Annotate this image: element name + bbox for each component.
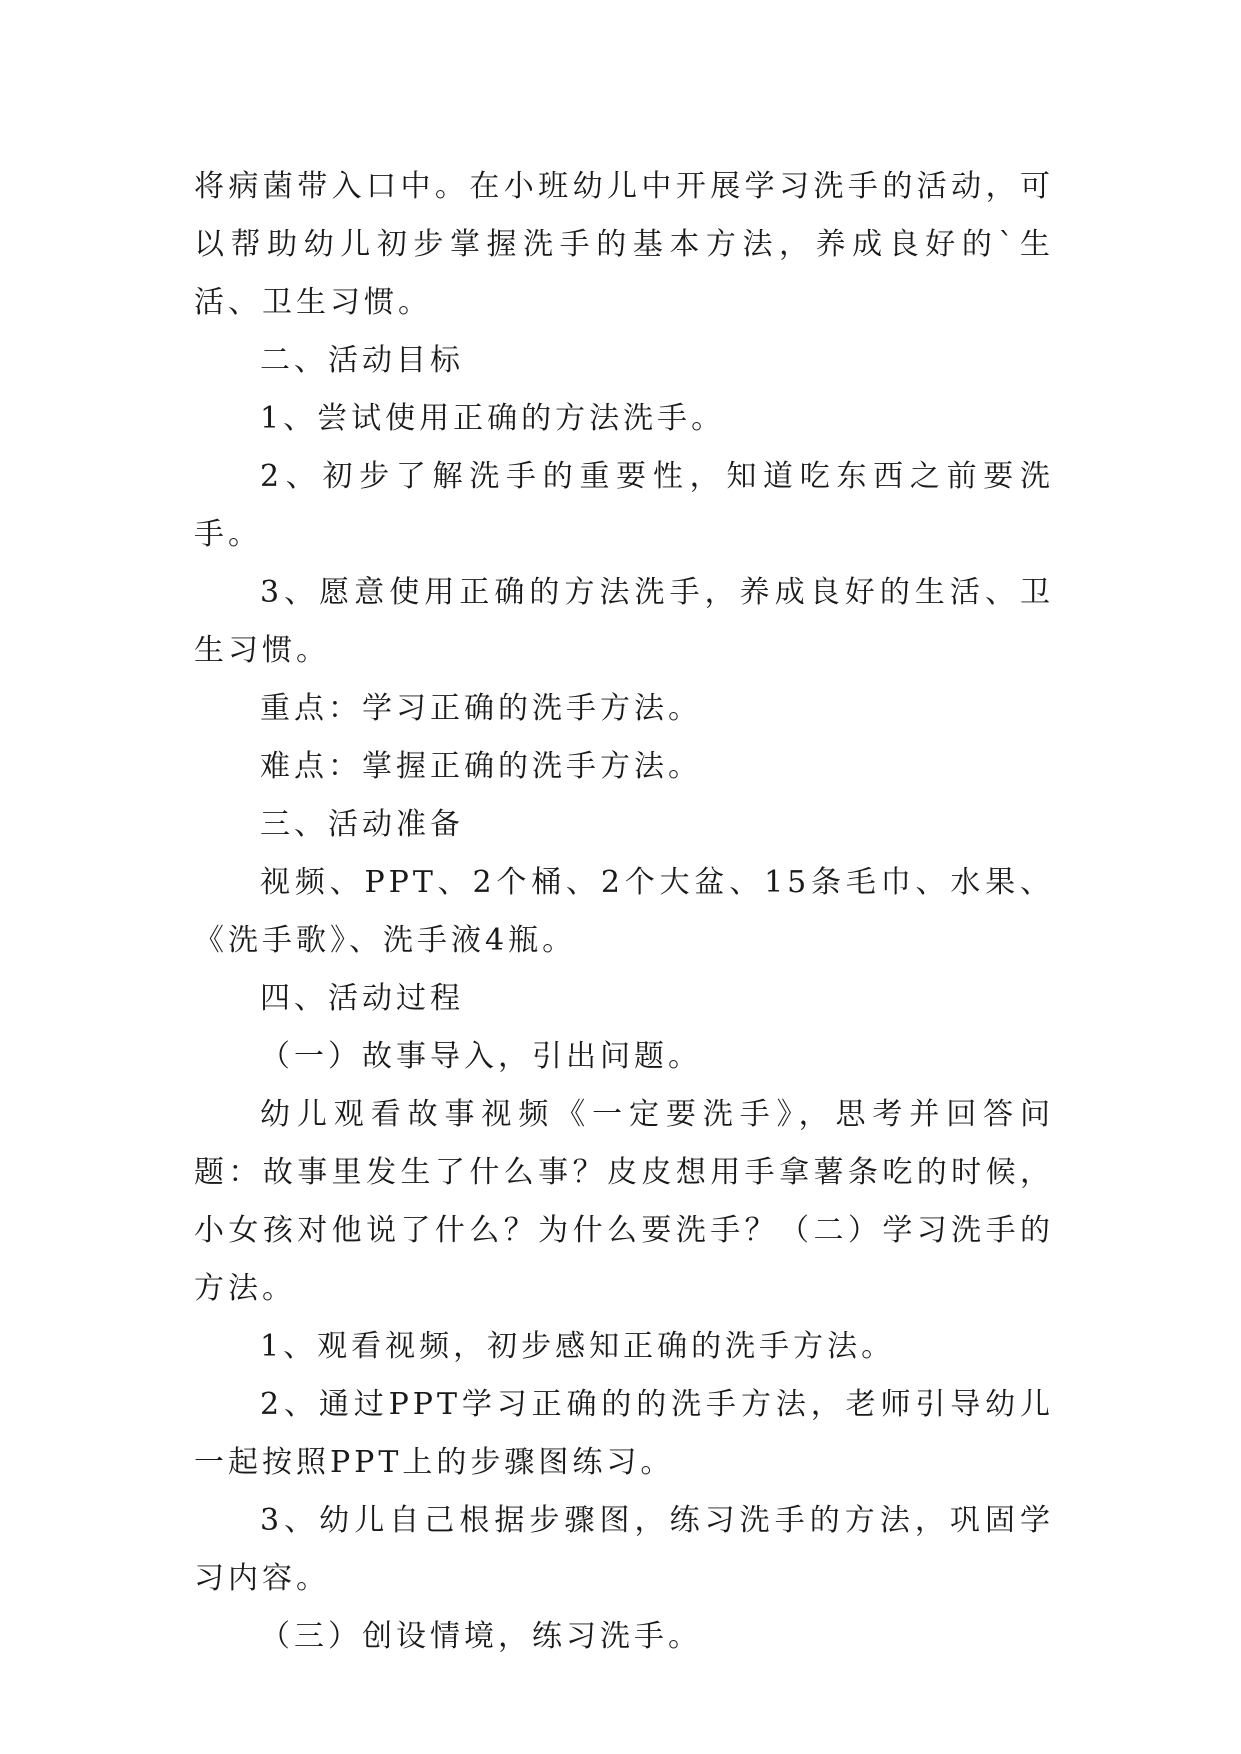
- process-step-2-item-3: 3、幼儿自己根据步骤图，练习洗手的方法，巩固学习内容。: [194, 1503, 1054, 1596]
- process-step-2-item-2: 2、通过PPT学习正确的的洗手方法，老师引导幼儿一起按照PPT上的步骤图练习。: [194, 1387, 1054, 1480]
- process-step-1-heading: （一）故事导入，引出问题。: [260, 1039, 702, 1074]
- section-heading-goals: 二、活动目标: [260, 343, 464, 378]
- preparation-materials: 视频、PPT、2个桶、2个大盆、15条毛巾、水果、《洗手歌》、洗手液4瓶。: [194, 865, 1054, 958]
- goal-item-1: 1、尝试使用正确的方法洗手。: [260, 401, 726, 436]
- section-heading-preparation: 三、活动准备: [260, 807, 464, 842]
- process-step-3-heading: （三）创设情境，练习洗手。: [260, 1619, 702, 1654]
- key-point: 重点：学习正确的洗手方法。: [260, 691, 702, 726]
- document-body: [194, 158, 1054, 1666]
- goal-item-2: 2、初步了解洗手的重要性，知道吃东西之前要洗手。: [194, 459, 1054, 552]
- goal-item-3: 3、愿意使用正确的方法洗手，养成良好的生活、卫生习惯。: [194, 575, 1054, 668]
- paragraph-intro-continuation: 将病菌带入口中。在小班幼儿中开展学习洗手的活动，可以帮助幼儿初步掌握洗手的基本方法，养成良好的`生活、卫生习惯。: [194, 169, 1054, 320]
- process-step-1-body: 幼儿观看故事视频《一定要洗手》，思考并回答问题：故事里发生了什么事？皮皮想用手拿薯条吃的时候，小女孩对他说了什么？为什么要洗手？（二）学习洗手的方法。: [194, 1097, 1054, 1306]
- difficult-point: 难点：掌握正确的洗手方法。: [260, 749, 702, 784]
- section-heading-process: 四、活动过程: [260, 981, 464, 1016]
- process-step-2-item-1: 1、观看视频，初步感知正确的洗手方法。: [260, 1329, 896, 1364]
